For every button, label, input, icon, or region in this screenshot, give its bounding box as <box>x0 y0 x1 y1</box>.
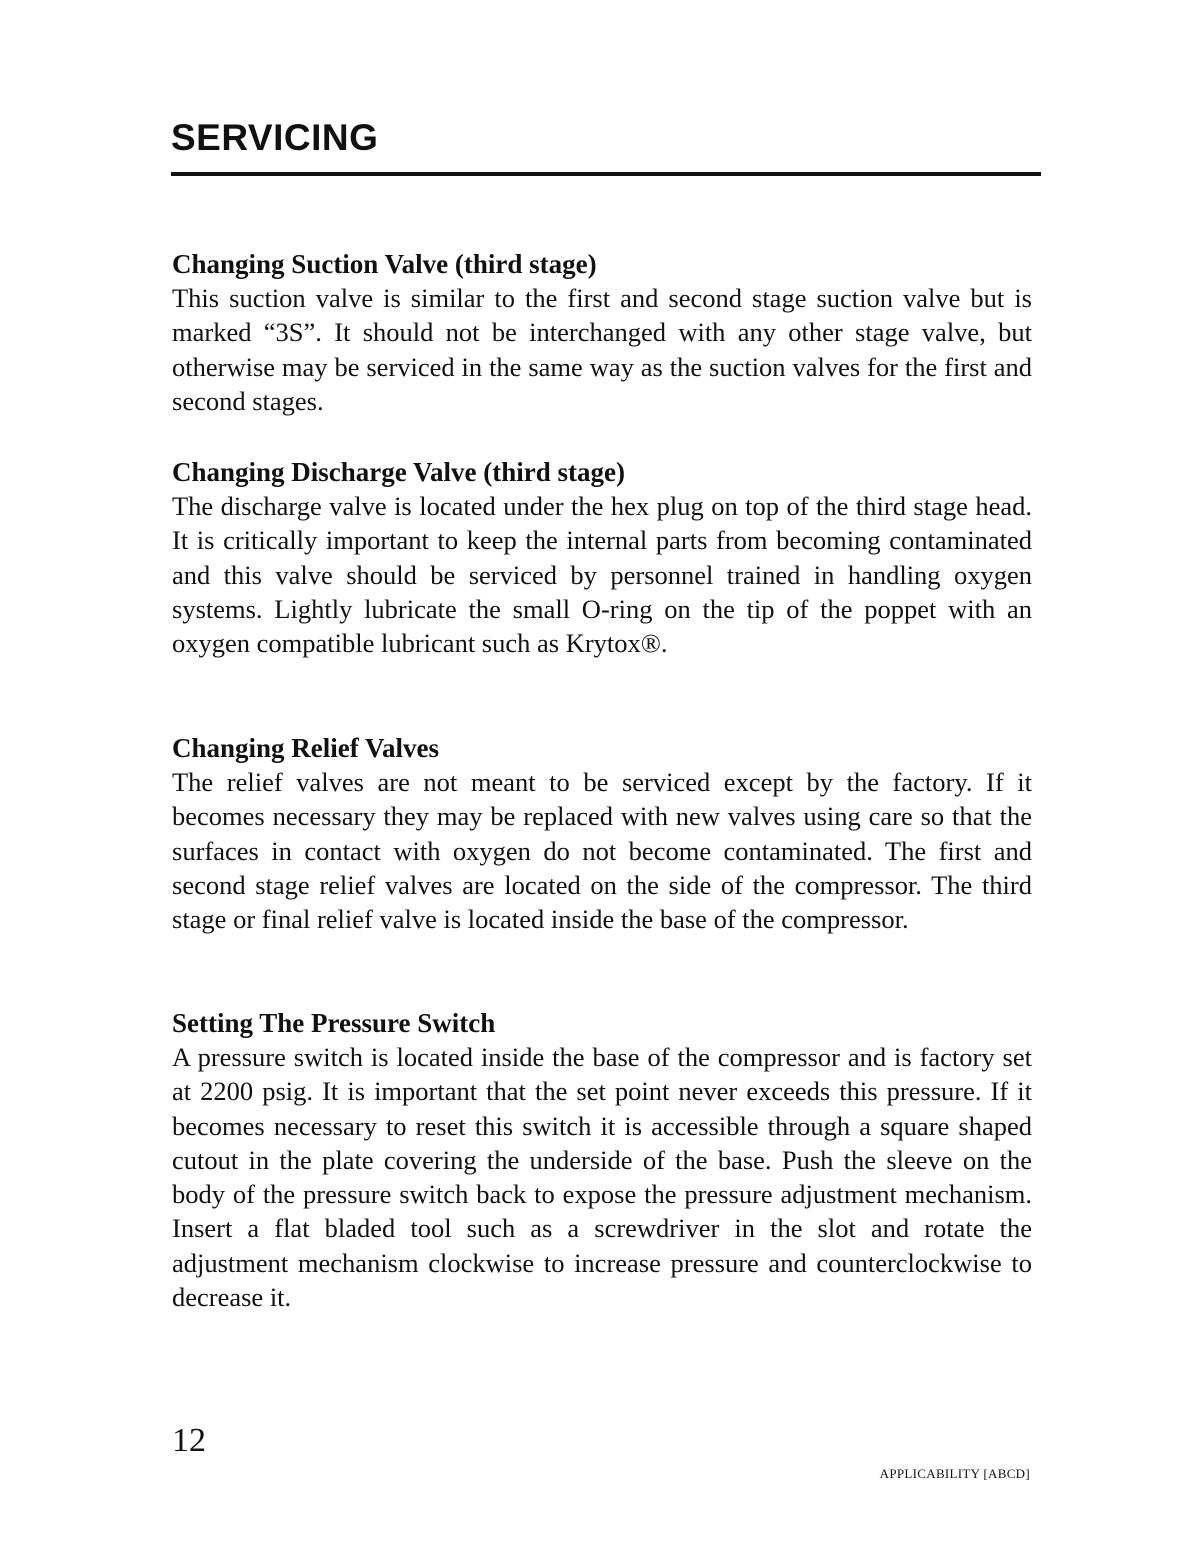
section-heading: Setting The Pressure Switch <box>172 1008 496 1038</box>
title-divider <box>171 172 1041 176</box>
section-heading: Changing Relief Valves <box>172 733 440 763</box>
section-pressure-switch <box>172 1006 1032 1314</box>
applicability-tag: APPLICABILITY [ABCD] <box>879 1466 1030 1481</box>
section-body: The discharge valve is located under the hex plug on top of the third stage head. It is critically important to keep the internal parts from becoming contaminated and this valve should be serviced by personnel trained in handling oxygen systems. Lightly lubricate the small O-ring on the tip of the poppet with an oxygen compatible lubricant such as Krytox®. <box>172 491 1032 659</box>
section-body: The relief valves are not meant to be serviced except by the factory. If it becomes necessary they may be replaced with new valves using care so that the surfaces in contact with oxygen do not become contaminated. The first and second stage relief valves are located on the side of the compressor. The third stage or final relief valve is located inside the base of the compressor. <box>172 767 1032 935</box>
section-relief-valves <box>172 731 1032 936</box>
section-suction-valve <box>172 247 1032 418</box>
section-body: This suction valve is similar to the first and second stage suction valve but is marked “3S”. It should not be interchanged with any other stage valve, but otherwise may be serviced in the same way as the suction valves for the first and second stages. <box>172 283 1032 416</box>
section-heading: Changing Discharge Valve (third stage) <box>172 457 626 487</box>
page-number: 12 <box>172 1422 206 1459</box>
section-heading: Changing Suction Valve (third stage) <box>172 249 597 279</box>
page-title: SERVICING <box>171 117 379 158</box>
section-discharge-valve <box>172 455 1032 660</box>
section-body: A pressure switch is located inside the base of the compressor and is factory set at 2200 psig. It is important that the set point never exceeds this pressure. If it becomes necessary to reset this switch it is accessible through a square shaped cutout in the plate covering the underside of the base. Push the sleeve on the body of the pressure switch back to expose the pressure adjustment mechanism. Insert a flat bladed tool such as a screwdriver in the slot and rotate the adjustment mechanism clockwise to increase pressure and counterclockwise to decrease it. <box>172 1042 1032 1313</box>
